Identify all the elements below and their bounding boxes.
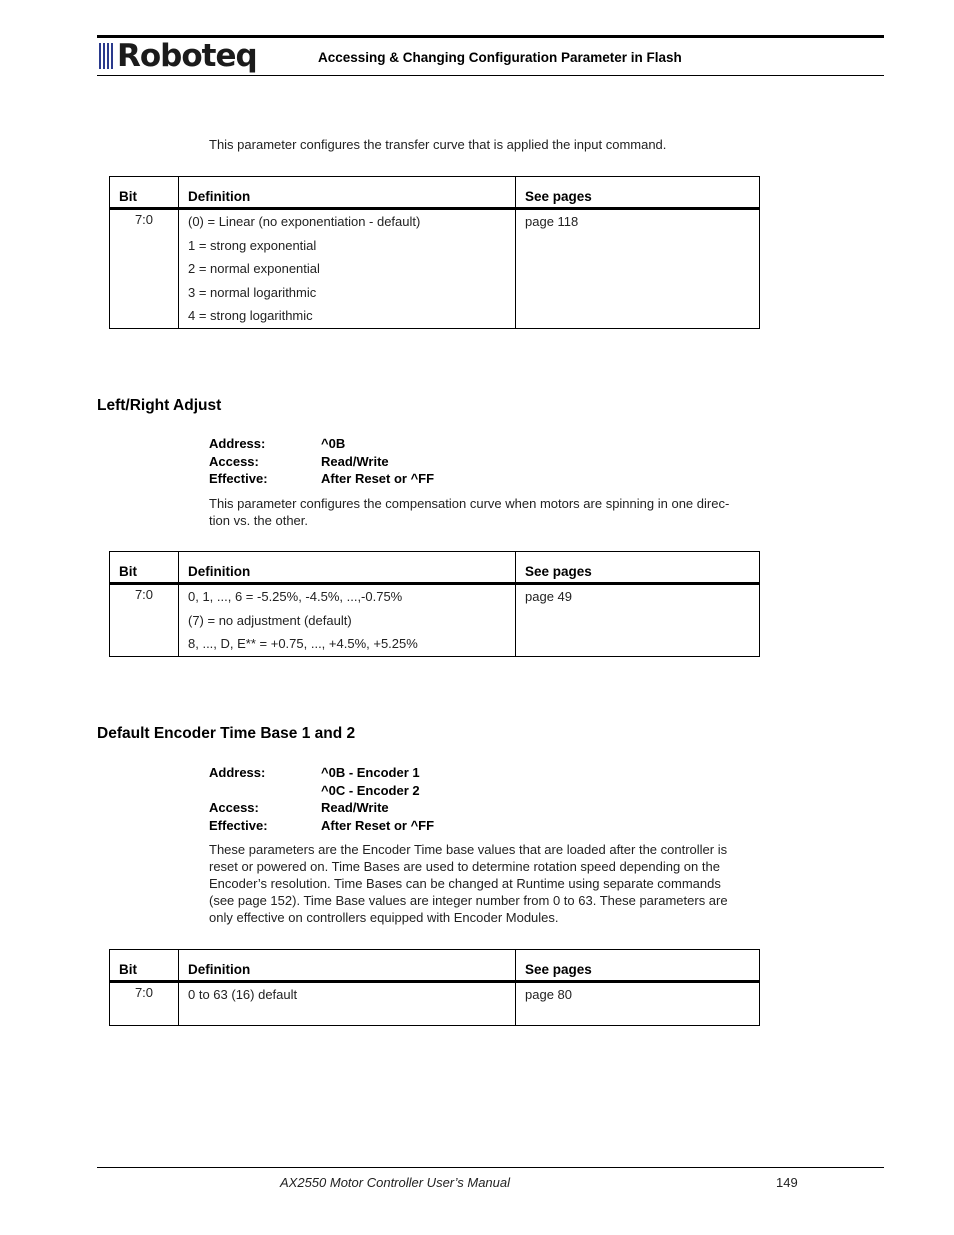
footer-page-number: 149: [776, 1175, 798, 1190]
footer-rule: [97, 1167, 884, 1168]
definition-line: 0, 1, ..., 6 = -5.25%, -4.5%, ...,-0.75%: [188, 589, 403, 604]
cell-definition: [179, 584, 516, 657]
definition-line: 3 = normal logarithmic: [188, 284, 317, 300]
logo-bars-icon: [99, 43, 113, 69]
intro-text: This parameter configures the transfer curve that is applied the input command.: [209, 137, 667, 152]
col-bit: Bit: [110, 177, 179, 209]
params-left-right-adjust: [209, 435, 434, 488]
param-value: After Reset or ^FF: [321, 817, 435, 833]
param-key: Access:: [209, 800, 259, 815]
definition-line: 2 = normal exponential: [188, 261, 320, 276]
definition-line: (7) = no adjustment (default): [188, 612, 352, 628]
cell-bit: 7:0: [110, 982, 179, 1026]
table-row: [110, 982, 760, 1026]
cell-bit: 7:0: [110, 209, 179, 329]
col-definition: Definition: [179, 177, 516, 209]
see-pages-value: page 118: [525, 214, 579, 229]
table-transfer-curve: [109, 176, 760, 329]
text-line: only effective on controllers equipped with Encoder Modules.: [209, 910, 559, 925]
text-line: These parameters are the Encoder Time base values that are loaded after the controller is: [209, 842, 728, 857]
section-heading-encoder-time-base: Default Encoder Time Base 1 and 2: [97, 725, 356, 742]
param-key: [209, 782, 321, 800]
param-value: After Reset or ^FF: [321, 471, 435, 486]
param-value: Read/Write: [321, 800, 389, 815]
text-line: tion vs. the other.: [209, 513, 309, 528]
text-line: reset or powered on. Time Bases are used to determine rotation speed depending on the: [209, 859, 720, 874]
text-line: This parameter configures the compensation curve when motors are spinning in one direc-: [209, 496, 730, 511]
cell-definition: [179, 982, 516, 1026]
text-line: Encoder’s resolution. Time Bases can be changed at Runtime using separate commands: [209, 876, 721, 891]
params-encoder-time-base: [209, 764, 434, 834]
see-pages-value: page 49: [525, 589, 572, 604]
param-key: Access:: [209, 453, 259, 469]
definition-line: (0) = Linear (no exponentiation - default): [188, 214, 421, 229]
col-bit: Bit: [110, 552, 179, 584]
cell-see-pages: [516, 209, 760, 329]
header-title: Accessing & Changing Configuration Parameter in Flash: [318, 50, 682, 65]
see-pages-value: page 80: [525, 987, 572, 1002]
table-row: [110, 209, 760, 329]
col-see-pages: See pages: [516, 177, 760, 209]
param-value: ^0B - Encoder 1: [321, 765, 420, 780]
col-see-pages: See pages: [516, 950, 760, 982]
encoder-time-base-description: [209, 841, 784, 926]
col-see-pages: See pages: [516, 552, 760, 584]
param-key: Address:: [209, 765, 266, 780]
param-key: Effective:: [209, 817, 268, 833]
param-value: Read/Write: [321, 453, 389, 469]
header-bottom-rule: [97, 75, 884, 76]
definition-line: 8, ..., D, E** = +0.75, ..., +4.5%, +5.25%: [188, 636, 418, 651]
param-value: ^0B: [321, 436, 346, 451]
param-key: Address:: [209, 436, 266, 451]
param-value: ^0C - Encoder 2: [321, 782, 420, 798]
logo-text: Roboteq: [117, 38, 257, 74]
definition-line: 0 to 63 (16) default: [188, 987, 298, 1002]
footer-manual-title: AX2550 Motor Controller User’s Manual: [280, 1175, 511, 1190]
definition-line: 4 = strong logarithmic: [188, 308, 313, 323]
cell-bit: 7:0: [110, 584, 179, 657]
text-line: (see page 152). Time Base values are integer number from 0 to 63. These parameters are: [209, 893, 728, 908]
table-encoder-time-base: [109, 949, 760, 1026]
table-row: [110, 584, 760, 657]
cell-see-pages: [516, 982, 760, 1026]
left-right-adjust-description: [209, 495, 779, 529]
col-bit: Bit: [110, 950, 179, 982]
definition-line: 1 = strong exponential: [188, 237, 317, 253]
param-key: Effective:: [209, 471, 268, 486]
cell-see-pages: [516, 584, 760, 657]
col-definition: Definition: [179, 552, 516, 584]
section-heading-left-right-adjust: Left/Right Adjust: [97, 397, 222, 414]
col-definition: Definition: [179, 950, 516, 982]
roboteq-logo: [99, 40, 257, 72]
table-left-right-adjust: [109, 551, 760, 657]
cell-definition: [179, 209, 516, 329]
